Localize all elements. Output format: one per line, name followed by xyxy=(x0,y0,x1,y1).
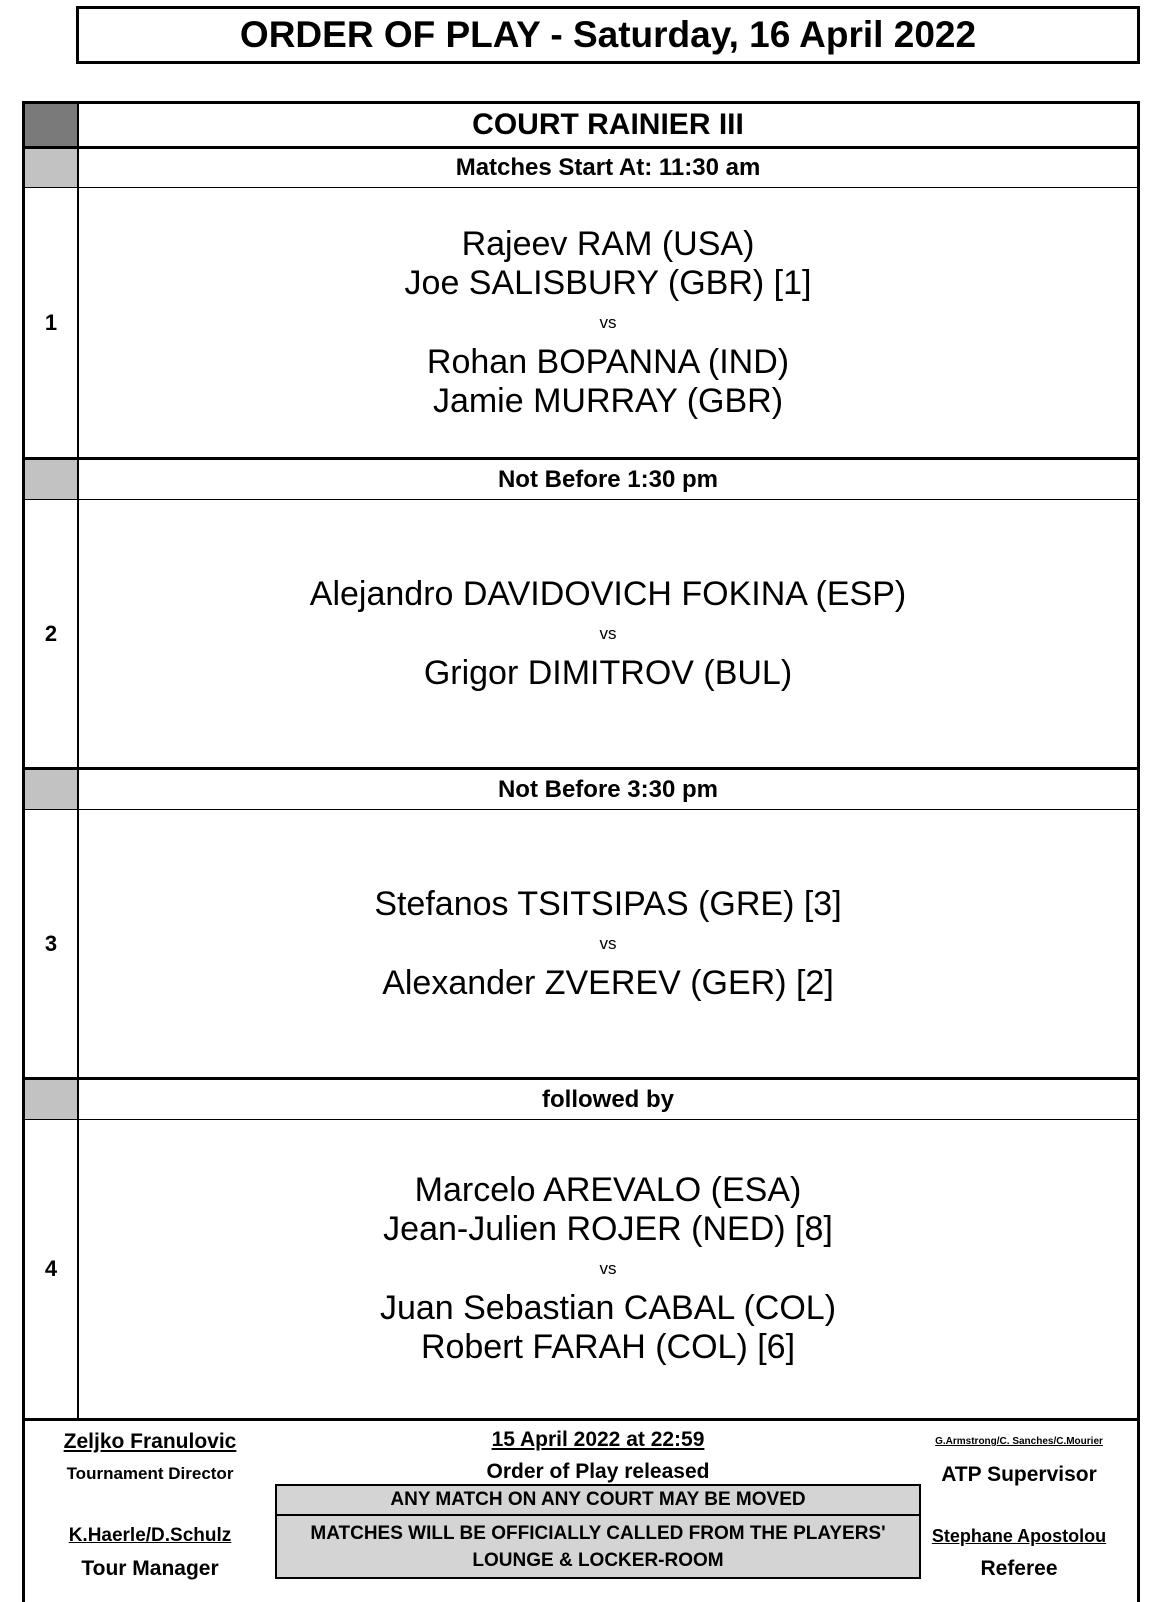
player-name: Alejandro DAVIDOVICH FOKINA (ESP) xyxy=(309,574,907,613)
referee-name: Stephane Apostolou xyxy=(931,1526,1107,1546)
court-name: COURT RAINIER III xyxy=(472,108,744,141)
player-name: Joe SALISBURY (GBR) [1] xyxy=(404,263,812,302)
player-name: Rajeev RAM (USA) xyxy=(461,224,755,263)
notice-move-matches: ANY MATCH ON ANY COURT MAY BE MOVED xyxy=(277,1486,919,1516)
player-name: Jamie MURRAY (GBR) xyxy=(432,381,784,420)
release-time: 15 April 2022 at 22:59 xyxy=(491,1428,705,1451)
match-number: 4 xyxy=(25,1120,79,1418)
player-name: Robert FARAH (COL) [6] xyxy=(420,1328,796,1366)
director-name: Zeljko Franulovic xyxy=(63,1430,237,1453)
player-name: Juan Sebastian CABAL (COL) xyxy=(379,1289,837,1327)
player-name: Grigor DIMITROV (BUL) xyxy=(423,653,793,692)
match-players xyxy=(79,810,1137,1077)
vs-label: vs xyxy=(599,1259,617,1278)
time-label-row xyxy=(25,460,1137,500)
player-name: Stefanos TSITSIPAS (GRE) [3] xyxy=(374,884,842,923)
time-row-marker xyxy=(25,770,79,809)
match-row xyxy=(25,810,1137,1080)
court-schedule-table xyxy=(22,101,1140,1421)
match-number: 3 xyxy=(25,810,79,1077)
match-number: 1 xyxy=(25,188,79,457)
notice-box xyxy=(275,1484,921,1579)
followed-by-label: followed by xyxy=(542,1085,674,1113)
player-name: Marcelo AREVALO (ESA) xyxy=(414,1171,802,1209)
match-row xyxy=(25,188,1137,460)
match-row xyxy=(25,1120,1137,1418)
time-label-row xyxy=(25,1080,1137,1120)
supervisor-names: G.Armstrong/C. Sanches/C.Mourier xyxy=(935,1436,1103,1447)
vs-label: vs xyxy=(599,623,617,643)
match-players xyxy=(79,188,1137,457)
match-players xyxy=(79,1120,1137,1418)
notice-officially-called: MATCHES WILL BE OFFICIALLY CALLED FROM THE PLAYERS' LOUNGE & LOCKER-ROOM xyxy=(310,1522,886,1571)
release-label: Order of Play released xyxy=(486,1460,710,1483)
director-title: Tournament Director xyxy=(66,1464,234,1483)
vs-label: vs xyxy=(599,312,617,332)
start-time-label: Matches Start At: 11:30 am xyxy=(455,154,761,181)
supervisor-title: ATP Supervisor xyxy=(941,1463,1097,1486)
start-time-row xyxy=(25,149,1137,188)
time-label-row xyxy=(25,770,1137,810)
footer-officials xyxy=(22,1421,1140,1602)
time-row-marker xyxy=(25,460,79,499)
not-before-label: Not Before 1:30 pm xyxy=(497,465,719,493)
time-row-marker xyxy=(25,149,79,187)
page-title: ORDER OF PLAY - Saturday, 16 April 2022 xyxy=(76,6,1140,64)
player-name: Alexander ZVEREV (GER) [2] xyxy=(382,963,834,1002)
court-header-marker xyxy=(25,104,79,146)
tour-manager-title: Tour Manager xyxy=(81,1557,219,1580)
player-name: Jean-Julien ROJER (NED) [8] xyxy=(383,1210,833,1248)
time-row-marker xyxy=(25,1080,79,1119)
referee-title: Referee xyxy=(980,1557,1058,1580)
player-name: Rohan BOPANNA (IND) xyxy=(426,342,790,381)
match-number: 2 xyxy=(25,500,79,767)
court-name-row xyxy=(25,104,1137,149)
match-row xyxy=(25,500,1137,770)
match-players xyxy=(79,500,1137,767)
tour-manager-names: K.Haerle/D.Schulz xyxy=(68,1525,232,1546)
not-before-label: Not Before 3:30 pm xyxy=(497,775,719,803)
vs-label: vs xyxy=(599,933,617,953)
